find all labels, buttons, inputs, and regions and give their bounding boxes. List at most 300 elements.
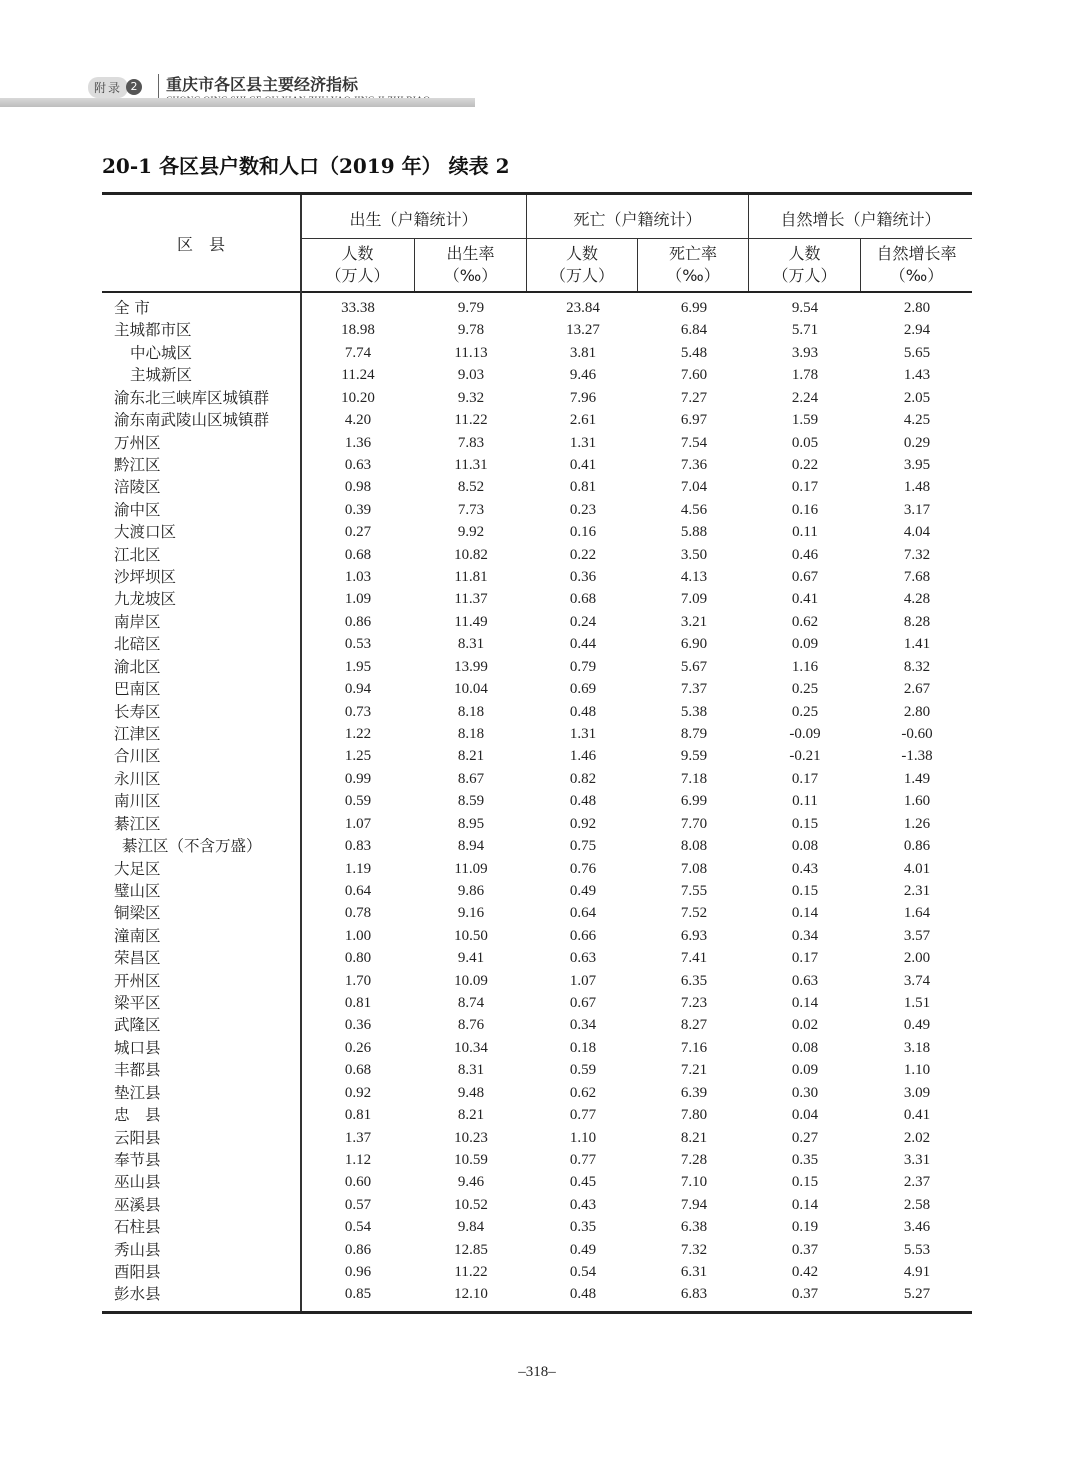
- region-name: 永川区: [114, 769, 161, 788]
- table-row: [102, 1059, 972, 1081]
- region-name: 合川区: [114, 747, 161, 766]
- subheader-line: 出生率: [446, 244, 495, 263]
- data-cell: 1.60: [903, 793, 931, 810]
- subheader-line: （万人）: [325, 266, 390, 285]
- region-name: 江北区: [114, 545, 161, 564]
- data-cell: 11.24: [341, 367, 375, 384]
- region-name: 江津区: [114, 724, 161, 743]
- table-row: [102, 1239, 972, 1261]
- data-cell: 7.80: [680, 1107, 708, 1124]
- data-cell: 6.93: [680, 927, 708, 944]
- region-name: 黔江区: [114, 455, 161, 474]
- subheader-birth-count: [301, 243, 414, 287]
- data-cell: 0.81: [569, 479, 597, 496]
- data-cell: 0.48: [569, 703, 597, 720]
- table-row: [102, 768, 972, 790]
- region-name: 渝北区: [114, 657, 161, 676]
- table-row: [102, 1082, 972, 1104]
- data-cell: 1.70: [344, 972, 372, 989]
- region-name: 南岸区: [114, 612, 161, 631]
- region-name: 北碚区: [114, 635, 161, 654]
- region-name: 忠 县: [114, 1106, 161, 1125]
- table-row: [102, 588, 972, 610]
- data-cell: 8.94: [457, 838, 485, 855]
- data-cell: 7.37: [680, 681, 708, 698]
- data-cell: 8.28: [903, 613, 931, 630]
- data-cell: 11.31: [454, 456, 488, 473]
- data-cell: 0.67: [791, 569, 819, 586]
- data-cell: 9.59: [680, 748, 708, 765]
- data-cell: 2.61: [569, 412, 597, 429]
- region-name: 沙坪坝区: [114, 568, 177, 587]
- data-cell: 7.73: [457, 501, 485, 518]
- data-cell: 1.07: [344, 815, 372, 832]
- table-row: [102, 1104, 972, 1126]
- data-cell: 8.95: [457, 815, 485, 832]
- data-cell: 0.78: [344, 905, 372, 922]
- data-cell: 10.23: [454, 1129, 488, 1146]
- data-cell: 11.49: [454, 613, 488, 630]
- region-name: 綦江区（不含万盛）: [122, 837, 262, 856]
- data-cell: 7.28: [680, 1151, 708, 1168]
- data-cell: 7.09: [680, 591, 708, 608]
- data-cell: 7.60: [680, 367, 708, 384]
- data-cell: 0.45: [569, 1174, 597, 1191]
- data-cell: 8.31: [457, 636, 485, 653]
- data-cell: 0.41: [791, 591, 819, 608]
- region-name: 长寿区: [114, 702, 161, 721]
- data-cell: 0.26: [344, 1039, 372, 1056]
- data-cell: 0.60: [344, 1174, 372, 1191]
- data-cell: 0.85: [344, 1286, 372, 1303]
- data-cell: 9.41: [457, 950, 485, 967]
- region-name: 武隆区: [114, 1016, 161, 1035]
- table-row: [102, 566, 972, 588]
- data-cell: 0.35: [791, 1151, 819, 1168]
- region-name: 秀山县: [114, 1240, 161, 1259]
- data-cell: 0.62: [791, 613, 819, 630]
- subheader-line: 自然增长率: [876, 244, 957, 263]
- data-cell: 10.09: [454, 972, 488, 989]
- data-cell: 0.49: [903, 1017, 931, 1034]
- data-cell: 4.20: [344, 412, 372, 429]
- data-cell: 0.92: [569, 815, 597, 832]
- subheader-line: （万人）: [549, 266, 614, 285]
- region-name: 酉阳县: [114, 1263, 161, 1282]
- region-name: 潼南区: [114, 926, 161, 945]
- data-cell: 8.79: [680, 725, 708, 742]
- data-cell: 0.77: [569, 1151, 597, 1168]
- data-cell: 3.57: [903, 927, 931, 944]
- data-cell: 4.25: [903, 412, 931, 429]
- table-row: [102, 432, 972, 454]
- data-cell: 2.94: [903, 322, 931, 339]
- data-cell: 7.55: [680, 882, 708, 899]
- data-cell: 3.93: [791, 344, 819, 361]
- data-cell: 10.04: [454, 681, 488, 698]
- data-cell: 2.02: [903, 1129, 931, 1146]
- data-cell: 1.49: [903, 770, 931, 787]
- data-cell: 7.70: [680, 815, 708, 832]
- data-cell: 8.08: [680, 838, 708, 855]
- data-cell: 33.38: [341, 300, 375, 316]
- data-cell: 0.34: [569, 1017, 597, 1034]
- table-row: [102, 970, 972, 992]
- data-cell: 1.36: [344, 434, 372, 451]
- data-cell: 1.95: [344, 658, 372, 675]
- data-cell: 0.48: [569, 793, 597, 810]
- data-cell: 0.34: [791, 927, 819, 944]
- data-cell: 0.63: [569, 950, 597, 967]
- data-cell: 0.53: [344, 636, 372, 653]
- data-cell: 13.27: [566, 322, 600, 339]
- data-cell: 2.67: [903, 681, 931, 698]
- data-cell: 0.25: [791, 681, 819, 698]
- data-cell: 0.08: [791, 838, 819, 855]
- data-cell: 10.34: [454, 1039, 488, 1056]
- data-cell: 0.14: [791, 1196, 819, 1213]
- data-cell: 1.26: [903, 815, 931, 832]
- data-cell: 8.76: [457, 1017, 485, 1034]
- data-cell: 8.31: [457, 1062, 485, 1079]
- subheader-death-count: [527, 243, 637, 287]
- data-cell: 11.22: [454, 1264, 488, 1281]
- table-row: [102, 319, 972, 341]
- data-cell: 0.04: [791, 1107, 819, 1124]
- table-row: [102, 947, 972, 969]
- data-cell: 3.09: [903, 1084, 931, 1101]
- data-cell: 10.59: [454, 1151, 488, 1168]
- region-name: 涪陵区: [114, 478, 161, 497]
- table-row: [102, 342, 972, 364]
- data-cell: 9.46: [457, 1174, 485, 1191]
- running-header-title: 重庆市各区县主要经济指标: [166, 75, 359, 94]
- data-cell: 6.84: [680, 322, 708, 339]
- data-cell: 8.21: [680, 1129, 708, 1146]
- data-cell: 0.41: [903, 1107, 931, 1124]
- region-name: 璧山区: [114, 881, 161, 900]
- region-name: 中心城区: [130, 343, 193, 362]
- data-cell: 1.64: [903, 905, 931, 922]
- table-row: [102, 633, 972, 655]
- table-row: [102, 499, 972, 521]
- region-name: 巫溪县: [114, 1195, 161, 1214]
- appendix-tag-label: 附录: [88, 77, 128, 98]
- data-cell: 0.83: [344, 838, 372, 855]
- data-cell: 0.86: [903, 838, 931, 855]
- data-cell: 0.05: [791, 434, 819, 451]
- data-cell: 0.22: [569, 546, 597, 563]
- data-cell: -1.38: [901, 748, 933, 765]
- table-title: 20-1 各区县户数和人口（2019 年） 续表 2: [102, 154, 510, 178]
- data-cell: 0.36: [569, 569, 597, 586]
- data-cell: 3.17: [903, 501, 931, 518]
- data-cell: 0.86: [344, 613, 372, 630]
- table-row: [102, 1014, 972, 1036]
- region-name: 荣昌区: [114, 949, 161, 968]
- data-cell: 0.35: [569, 1219, 597, 1236]
- data-cell: 7.83: [457, 434, 485, 451]
- region-name: 巴南区: [114, 680, 161, 699]
- table-header-rule: [102, 291, 972, 293]
- data-cell: 4.01: [903, 860, 931, 877]
- data-cell: 12.10: [454, 1286, 488, 1303]
- header-region: 区 县: [176, 235, 225, 254]
- table-row: [102, 745, 972, 767]
- region-name: 渝中区: [114, 500, 161, 519]
- region-name: 巫山县: [114, 1173, 161, 1192]
- data-cell: 9.03: [457, 367, 485, 384]
- data-cell: 3.50: [680, 546, 708, 563]
- data-cell: 8.27: [680, 1017, 708, 1034]
- region-name: 云阳县: [114, 1128, 161, 1147]
- table-row: [102, 1194, 972, 1216]
- data-cell: 0.42: [791, 1264, 819, 1281]
- data-cell: 0.16: [791, 501, 819, 518]
- region-name: 南川区: [114, 792, 161, 811]
- table-row: [102, 1149, 972, 1171]
- data-cell: 0.67: [569, 995, 597, 1012]
- region-name: 大渡口区: [114, 523, 177, 542]
- table-bottom-rule: [102, 1311, 972, 1314]
- table-row: [102, 992, 972, 1014]
- subheader-growth-rate: [861, 243, 972, 287]
- page-number: –318–: [518, 1364, 556, 1380]
- data-cell: 0.11: [792, 793, 818, 810]
- data-cell: 0.23: [569, 501, 597, 518]
- subheader-line: （‰）: [443, 266, 498, 285]
- data-cell: 3.31: [903, 1151, 931, 1168]
- data-cell: 11.81: [454, 569, 488, 586]
- table-row: [102, 387, 972, 409]
- data-cell: 0.94: [344, 681, 372, 698]
- data-cell: 0.09: [791, 636, 819, 653]
- data-cell: 1.31: [569, 725, 597, 742]
- data-cell: -0.09: [789, 725, 821, 742]
- region-name: 渝东北三峡库区城镇群: [114, 388, 270, 407]
- data-cell: 0.46: [791, 546, 819, 563]
- data-cell: 0.43: [791, 860, 819, 877]
- appendix-tag: [88, 76, 158, 98]
- data-cell: 7.16: [680, 1039, 708, 1056]
- data-cell: 5.27: [903, 1286, 931, 1303]
- data-cell: 0.17: [791, 479, 819, 496]
- data-cell: 10.50: [454, 927, 488, 944]
- data-cell: 1.59: [791, 412, 819, 429]
- data-cell: 0.19: [791, 1219, 819, 1236]
- data-cell: 7.23: [680, 995, 708, 1012]
- data-cell: 7.21: [680, 1062, 708, 1079]
- table-row: [102, 1127, 972, 1149]
- data-cell: 11.37: [454, 591, 488, 608]
- region-name: 主城都市区: [114, 321, 192, 340]
- region-name: 万州区: [114, 433, 161, 452]
- table-row: [102, 902, 972, 924]
- data-cell: 0.17: [791, 770, 819, 787]
- data-cell: 4.04: [903, 524, 931, 541]
- subheader-line: 死亡率: [668, 244, 717, 263]
- data-cell: 2.37: [903, 1174, 931, 1191]
- data-cell: 2.58: [903, 1196, 931, 1213]
- region-name: 奉节县: [114, 1150, 161, 1169]
- data-cell: 0.44: [569, 636, 597, 653]
- data-cell: -0.21: [789, 748, 821, 765]
- region-name: 渝东南武陵山区城镇群: [114, 411, 270, 430]
- subheader-death-rate: [638, 243, 748, 287]
- table-row: [102, 701, 972, 723]
- header-group-natural-growth: 自然增长（户籍统计）: [780, 210, 941, 229]
- header-gray-bar: [0, 98, 475, 107]
- data-cell: 0.82: [569, 770, 597, 787]
- data-cell: 1.25: [344, 748, 372, 765]
- data-cell: 0.22: [791, 456, 819, 473]
- table-row: [102, 1171, 972, 1193]
- data-cell: 6.97: [680, 412, 708, 429]
- data-cell: 0.39: [344, 501, 372, 518]
- data-cell: 9.46: [569, 367, 597, 384]
- data-cell: 7.08: [680, 860, 708, 877]
- region-name: 大足区: [114, 859, 161, 878]
- table-row: [102, 364, 972, 386]
- table-row: [102, 813, 972, 835]
- data-cell: 0.68: [569, 591, 597, 608]
- data-cell: 5.67: [680, 658, 708, 675]
- data-cell: 0.76: [569, 860, 597, 877]
- data-cell: 1.09: [344, 591, 372, 608]
- subheader-line: （‰）: [889, 266, 944, 285]
- region-name: 全 市: [114, 299, 150, 317]
- data-cell: -0.60: [901, 725, 933, 742]
- data-cell: 0.64: [569, 905, 597, 922]
- data-cell: 0.99: [344, 770, 372, 787]
- data-cell: 8.18: [457, 703, 485, 720]
- table-row: [102, 611, 972, 633]
- table-row: [102, 723, 972, 745]
- data-cell: 0.08: [791, 1039, 819, 1056]
- data-cell: 0.29: [903, 434, 931, 451]
- data-cell: 5.71: [791, 322, 819, 339]
- data-cell: 0.27: [791, 1129, 819, 1146]
- data-cell: 1.78: [791, 367, 819, 384]
- data-cell: 0.09: [791, 1062, 819, 1079]
- data-cell: 0.41: [569, 456, 597, 473]
- data-cell: 1.37: [344, 1129, 372, 1146]
- table-row: [102, 1216, 972, 1238]
- data-cell: 1.12: [344, 1151, 372, 1168]
- data-cell: 2.00: [903, 950, 931, 967]
- table-row: [102, 678, 972, 700]
- data-cell: 3.74: [903, 972, 931, 989]
- table-row: [102, 858, 972, 880]
- data-cell: 0.14: [791, 905, 819, 922]
- table-row: [102, 544, 972, 566]
- data-cell: 9.78: [457, 322, 485, 339]
- data-cell: 0.02: [791, 1017, 819, 1034]
- data-cell: 8.67: [457, 770, 485, 787]
- data-cell: 0.59: [569, 1062, 597, 1079]
- data-cell: 1.19: [344, 860, 372, 877]
- data-cell: 5.65: [903, 344, 931, 361]
- data-cell: 11.13: [454, 344, 488, 361]
- data-cell: 0.54: [344, 1219, 372, 1236]
- data-cell: 1.16: [791, 658, 819, 675]
- data-cell: 9.32: [457, 389, 485, 406]
- data-cell: 0.24: [569, 613, 597, 630]
- table-top-rule: [102, 192, 972, 195]
- data-cell: 10.82: [454, 546, 488, 563]
- data-cell: 13.99: [454, 658, 488, 675]
- subheader-birth-rate: [415, 243, 526, 287]
- table-row: [102, 476, 972, 498]
- data-cell: 7.27: [680, 389, 708, 406]
- data-cell: 0.68: [344, 1062, 372, 1079]
- region-name: 垫江县: [114, 1083, 161, 1102]
- data-cell: 3.81: [569, 344, 597, 361]
- data-cell: 3.18: [903, 1039, 931, 1056]
- data-cell: 0.59: [344, 793, 372, 810]
- table-row: [102, 790, 972, 812]
- data-cell: 0.79: [569, 658, 597, 675]
- data-cell: 0.16: [569, 524, 597, 541]
- data-cell: 8.18: [457, 725, 485, 742]
- region-name: 石柱县: [114, 1218, 161, 1237]
- data-cell: 0.73: [344, 703, 372, 720]
- data-cell: 7.68: [903, 569, 931, 586]
- subheader-line: 人数: [565, 244, 598, 263]
- data-cell: 1.31: [569, 434, 597, 451]
- data-cell: 2.80: [903, 703, 931, 720]
- data-cell: 11.09: [454, 860, 488, 877]
- data-cell: 6.83: [680, 1286, 708, 1303]
- data-cell: 1.41: [903, 636, 931, 653]
- data-cell: 1.10: [903, 1062, 931, 1079]
- subheader-line: 人数: [788, 244, 821, 263]
- data-cell: 7.36: [680, 456, 708, 473]
- table-row: [102, 1283, 972, 1305]
- data-cell: 7.10: [680, 1174, 708, 1191]
- data-cell: 0.25: [791, 703, 819, 720]
- table-row: [102, 521, 972, 543]
- data-cell: 9.86: [457, 882, 485, 899]
- data-cell: 1.07: [569, 972, 597, 989]
- data-cell: 7.96: [569, 389, 597, 406]
- region-name: 綦江区: [114, 814, 161, 833]
- header-group-birth: 出生（户籍统计）: [349, 210, 478, 229]
- table-row: [102, 656, 972, 678]
- data-cell: 0.36: [344, 1017, 372, 1034]
- data-cell: 9.79: [457, 300, 485, 316]
- data-cell: 0.49: [569, 882, 597, 899]
- subheader-line: （‰）: [666, 266, 720, 285]
- data-cell: 9.84: [457, 1219, 485, 1236]
- region-name: 彭水县: [114, 1285, 161, 1304]
- data-cell: 0.64: [344, 882, 372, 899]
- data-cell: 6.99: [680, 793, 708, 810]
- data-cell: 0.63: [344, 456, 372, 473]
- table-row: [102, 835, 972, 857]
- data-cell: 1.46: [569, 748, 597, 765]
- data-cell: 0.15: [791, 1174, 819, 1191]
- region-name: 开州区: [114, 971, 161, 990]
- data-cell: 0.75: [569, 838, 597, 855]
- data-cell: 5.38: [680, 703, 708, 720]
- data-cell: 3.21: [680, 613, 708, 630]
- data-cell: 4.91: [903, 1264, 931, 1281]
- data-cell: 0.92: [344, 1084, 372, 1101]
- data-cell: 10.20: [341, 389, 375, 406]
- data-cell: 0.11: [792, 524, 818, 541]
- data-cell: 7.74: [344, 344, 372, 361]
